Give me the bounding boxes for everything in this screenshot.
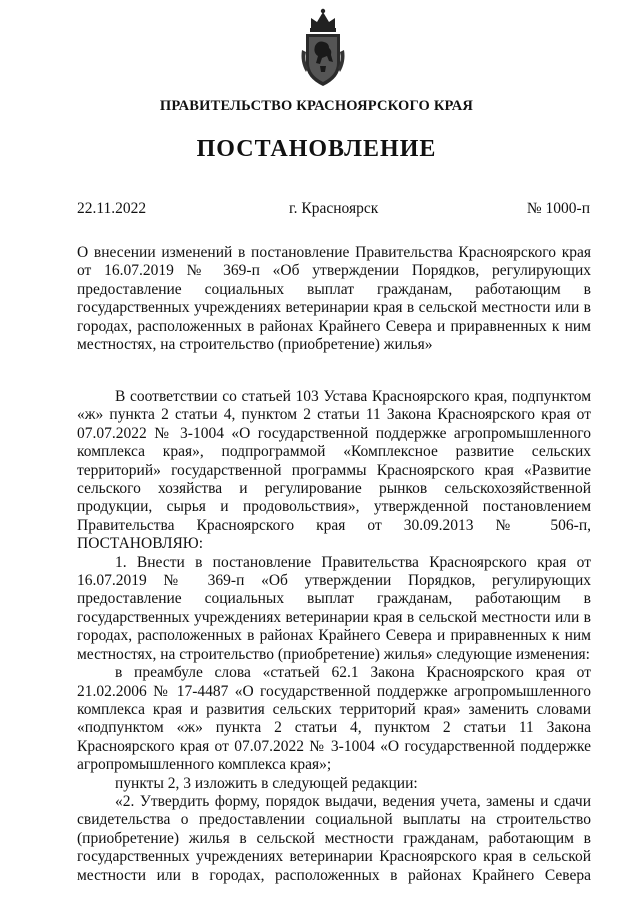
organization-name: ПРАВИТЕЛЬСТВО КРАСНОЯРСКОГО КРАЯ xyxy=(159,98,474,114)
body-paragraph: пункты 2, 3 изложить в следующей редакции: xyxy=(115,774,418,792)
document-meta-row xyxy=(77,200,590,220)
body-paragraph: в преамбуле слова «статьей 62.1 Закона Красноярского края от 21.02.2006 № 17-4487 «О государственной поддержке агропромышленного комплекса края и развития сельских территорий края» заменить словами «подпунктом «ж» пункта 2 статьи 4, пунктом 2 статьи 11 Закона Красноярского края от 07.07.2022 № 3-1004 «О государственной поддержке агропромышленного комплекса края»; xyxy=(77,664,591,774)
body-paragraph: В соответствии со статьей 103 Устава Красноярского края, подпунктом «ж» пункта 2 статьи 4, пунктом 2 статьи 11 Закона Красноярского края от 07.07.2022 № 3-1004 «О государственной поддержке агропромышленного комплекса края», подпрограммой «Комплексное развитие сельских территорий» государственной программы Красноярского края «Развитие сельского хозяйства и регулирование рынков сельскохозяйственной продукции, сырья и продовольствия», утвержденной постановлением Правительства Красноярского края от 30.09.2013 № 506-п, ПОСТАНОВЛЯЮ: xyxy=(77,388,591,553)
document-number: № 1000-п xyxy=(526,200,590,217)
document-city: г. Красноярск xyxy=(289,200,379,217)
coat-of-arms-icon xyxy=(298,6,348,92)
body-paragraph: 1. Внести в постановление Правительства Красноярского края от 16.07.2019 № 369-п «Об утверждении Порядков, регулирующих предоставление социальных выплат гражданам, работающим в государственных учреждениях ветеринарии края в сельской местности или в городах, расположенных в районах Крайнего Севера и приравненных к ним местностях, на строительство (приобретение) жилья» следующие изменения: xyxy=(77,553,591,663)
document-body xyxy=(77,388,591,885)
document-date: 22.11.2022 xyxy=(77,200,147,217)
document-type-title: ПОСТАНОВЛЕНИЕ xyxy=(196,136,437,162)
body-paragraph: «2. Утвердить форму, порядок выдачи, ведения учета, замены и сдачи свидетельства о предоставлении социальной выплаты на строительство (приобретение) жилья в сельской местности гражданам, работающим в государственных учреждениях ветеринарии Красноярского края в сельской местности или в городах, расположенных в районах Крайнего Севера xyxy=(77,792,591,884)
document-subject: О внесении изменений в постановление Правительства Красноярского края от 16.07.2019 № 369-п «Об утверждении Порядков, регулирующих предоставление социальных выплат гражданам, работающим в государственных учреждениях ветеринарии края в сельской местности или в городах, расположенных в районах Крайнего Севера и приравненных к ним местностях, на строительство (приобретение) жилья» xyxy=(77,244,591,354)
